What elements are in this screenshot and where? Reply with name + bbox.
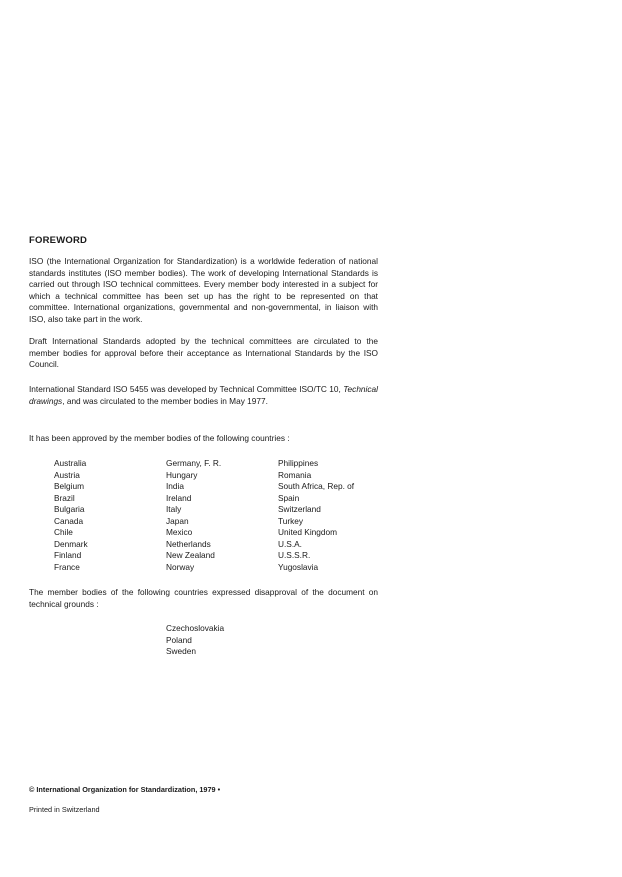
country-item: South Africa, Rep. of bbox=[278, 481, 355, 492]
country-item: Turkey bbox=[278, 515, 304, 526]
approved-countries-column-1 bbox=[54, 458, 88, 573]
country-item: Yugoslavia bbox=[278, 561, 319, 572]
development-text-end: , and was circulated to the member bodies in May 1977. bbox=[62, 395, 268, 406]
country-item: France bbox=[54, 561, 80, 572]
country-item: Switzerland bbox=[278, 504, 321, 515]
development-text-start: International Standard ISO 5455 was developed by Technical Committee ISO/TC 10, bbox=[29, 384, 344, 394]
country-item: U.S.A. bbox=[278, 538, 302, 549]
paragraph-development bbox=[29, 384, 378, 407]
approved-countries-column-2 bbox=[166, 458, 221, 573]
country-item: Finland bbox=[54, 550, 82, 561]
country-item: Australia bbox=[54, 458, 87, 468]
country-item: Poland bbox=[166, 634, 192, 645]
country-item: Chile bbox=[54, 527, 73, 538]
country-item: Canada bbox=[54, 515, 84, 526]
country-item: Denmark bbox=[54, 538, 88, 549]
country-item: Hungary bbox=[166, 469, 198, 480]
country-item: Mexico bbox=[166, 527, 193, 538]
disapproving-countries-list bbox=[166, 623, 224, 658]
country-item: Belgium bbox=[54, 481, 84, 492]
foreword-heading: FOREWORD bbox=[29, 235, 88, 246]
country-item: Japan bbox=[166, 515, 189, 526]
paragraph-iso-intro: ISO (the International Organization for Standardization) is a worldwide federation of national standards institutes (ISO member bodies). The work of developing International Standards is carried out through ISO technical committees. Every member body interested in a subject for which a technical committee has been set up has the right to be represented on that committee. International organizations, governmental and non-governmental, in liaison with ISO, also take part in the work. bbox=[29, 256, 378, 324]
country-item: Norway bbox=[166, 561, 195, 572]
country-item: Austria bbox=[54, 469, 80, 480]
committee-title-italic: Technical drawings bbox=[29, 384, 378, 406]
printed-in-notice: Printed in Switzerland bbox=[29, 805, 100, 814]
copyright-notice: © International Organization for Standardization, 1979 • bbox=[29, 785, 221, 794]
country-item: Romania bbox=[278, 469, 312, 480]
country-item: United Kingdom bbox=[278, 527, 338, 538]
country-item: Czechoslovakia bbox=[166, 623, 225, 633]
country-item: New Zealand bbox=[166, 550, 215, 561]
paragraph-draft-standards: Draft International Standards adopted by the technical committees are circulated to the member bodies for approval before their acceptance as International Standards by the ISO Council. bbox=[29, 336, 378, 370]
country-item: Germany, F. R. bbox=[166, 458, 222, 468]
country-item: Bulgaria bbox=[54, 504, 85, 515]
paragraph-disapproval: The member bodies of the following countries expressed disapproval of the document on technical grounds : bbox=[29, 587, 378, 609]
country-item: Sweden bbox=[166, 646, 196, 657]
country-item: Ireland bbox=[166, 492, 192, 503]
approved-countries-column-3 bbox=[278, 458, 354, 573]
paragraph-approved-by: It has been approved by the member bodies of the following countries : bbox=[29, 433, 290, 443]
country-item: Italy bbox=[166, 504, 182, 515]
country-item: Brazil bbox=[54, 492, 75, 503]
country-item: Spain bbox=[278, 492, 300, 503]
country-item: Netherlands bbox=[166, 538, 211, 549]
country-item: India bbox=[166, 481, 184, 492]
country-item: Philippines bbox=[278, 458, 319, 468]
country-item: U.S.S.R. bbox=[278, 550, 311, 561]
